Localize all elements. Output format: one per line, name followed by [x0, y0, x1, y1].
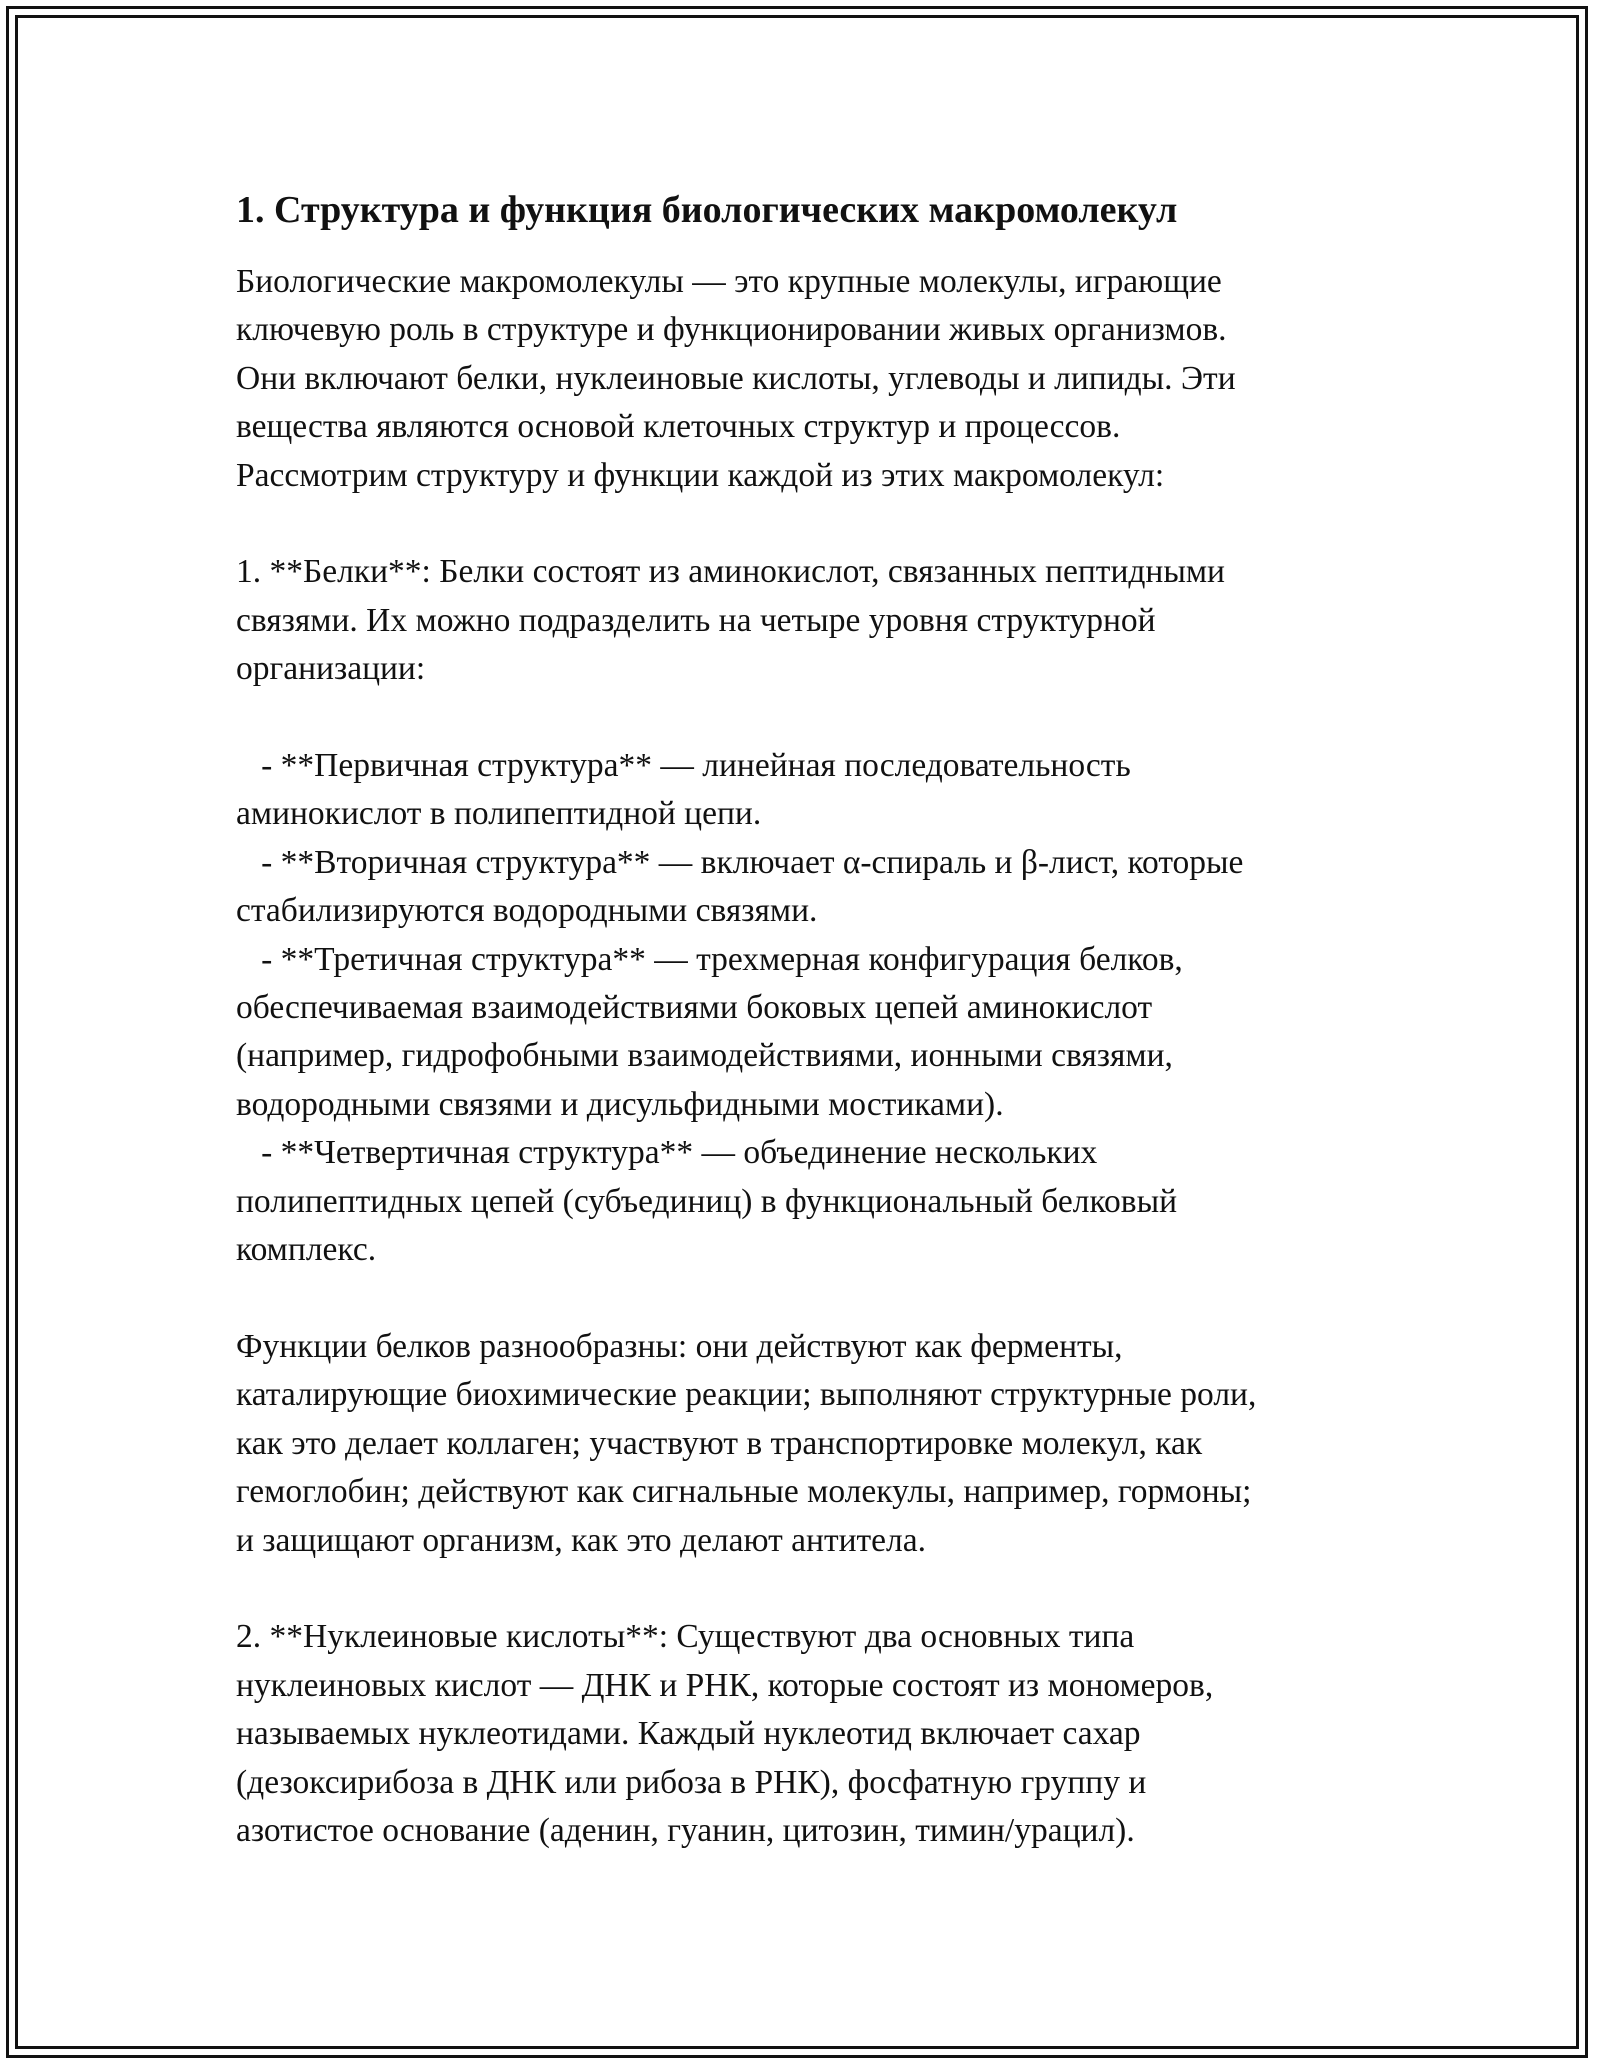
- paragraph-gap: [236, 1275, 1376, 1323]
- list-item-line: - **Четвертичная структура** — объединение нескольких: [236, 1134, 1098, 1172]
- paragraph-gap: [236, 694, 1376, 742]
- text-line: Рассмотрим структуру и функции каждой из этих макромолекул:: [236, 456, 1165, 494]
- text-line: как это делает коллаген; участвуют в транспортировке молекул, как: [236, 1424, 1203, 1462]
- text-line: связями. Их можно подразделить на четыре уровня структурной: [236, 601, 1156, 639]
- text-line: называемых нуклеотидами. Каждый нуклеотид включает сахар: [236, 1715, 1141, 1753]
- nucleic-acids-paragraph: [236, 1613, 1376, 1855]
- text-line: Биологические макромолекулы — это крупные молекулы, играющие: [236, 263, 1222, 300]
- section-heading: 1. Структура и функция биологических макромолекул: [236, 189, 1178, 231]
- text-line: комплекс.: [236, 1231, 377, 1269]
- text-line: Функции белков разнообразны: они действуют как ферменты,: [236, 1327, 1123, 1365]
- paragraph-gap: [236, 1565, 1376, 1613]
- text-line: водородными связями и дисульфидными мостиками).: [236, 1085, 1004, 1123]
- list-item-line: - **Третичная структура** — трехмерная конфигурация белков,: [236, 940, 1183, 978]
- text-line: Они включают белки, нуклеиновые кислоты, углеводы и липиды. Эти: [236, 359, 1236, 397]
- proteins-paragraph: [236, 548, 1376, 693]
- text-line: ключевую роль в структуре и функционировании живых организмов.: [236, 311, 1227, 349]
- text-line: и защищают организм, как это делают антитела.: [236, 1521, 926, 1559]
- paragraph-gap: [236, 500, 1376, 548]
- text-line: нуклеиновых кислот — ДНК и РНК, которые состоят из мономеров,: [236, 1666, 1214, 1704]
- document-body: [236, 186, 1376, 1855]
- text-line: 2. **Нуклеиновые кислоты**: Существуют два основных типа: [236, 1618, 1135, 1656]
- text-line: гемоглобин; действуют как сигнальные молекулы, например, гормоны;: [236, 1473, 1252, 1511]
- text-line: стабилизируются водородными связями.: [236, 892, 818, 930]
- text-line: организации:: [236, 650, 426, 688]
- text-line: (дезоксирибоза в ДНК или рибоза в РНК), фосфатную группу и: [236, 1763, 1147, 1801]
- text-line: полипептидных цепей (субъединиц) в функциональный белковый: [236, 1182, 1178, 1220]
- text-line: азотистое основание (аденин, гуанин, цитозин, тимин/урацил).: [236, 1811, 1135, 1849]
- text-line: вещества являются основой клеточных структур и процессов.: [236, 408, 1121, 446]
- text-line: обеспечиваемая взаимодействиями боковых цепей аминокислот: [236, 989, 1153, 1027]
- text-line: аминокислот в полипептидной цепи.: [236, 795, 762, 833]
- list-item-line: - **Первичная структура** — линейная последовательность: [236, 747, 1131, 785]
- list-item-line: - **Вторичная структура** — включает α-спираль и β-лист, которые: [236, 843, 1244, 881]
- text-line: (например, гидрофобными взаимодействиями, ионными связями,: [236, 1037, 1173, 1075]
- intro-paragraph: [236, 258, 1376, 500]
- text-line: 1. **Белки**: Белки состоят из аминокислот, связанных пептидными: [236, 553, 1225, 591]
- protein-functions-paragraph: [236, 1323, 1376, 1565]
- structure-levels-list: [236, 742, 1376, 1274]
- text-line: каталирующие биохимические реакции; выполняют структурные роли,: [236, 1376, 1257, 1414]
